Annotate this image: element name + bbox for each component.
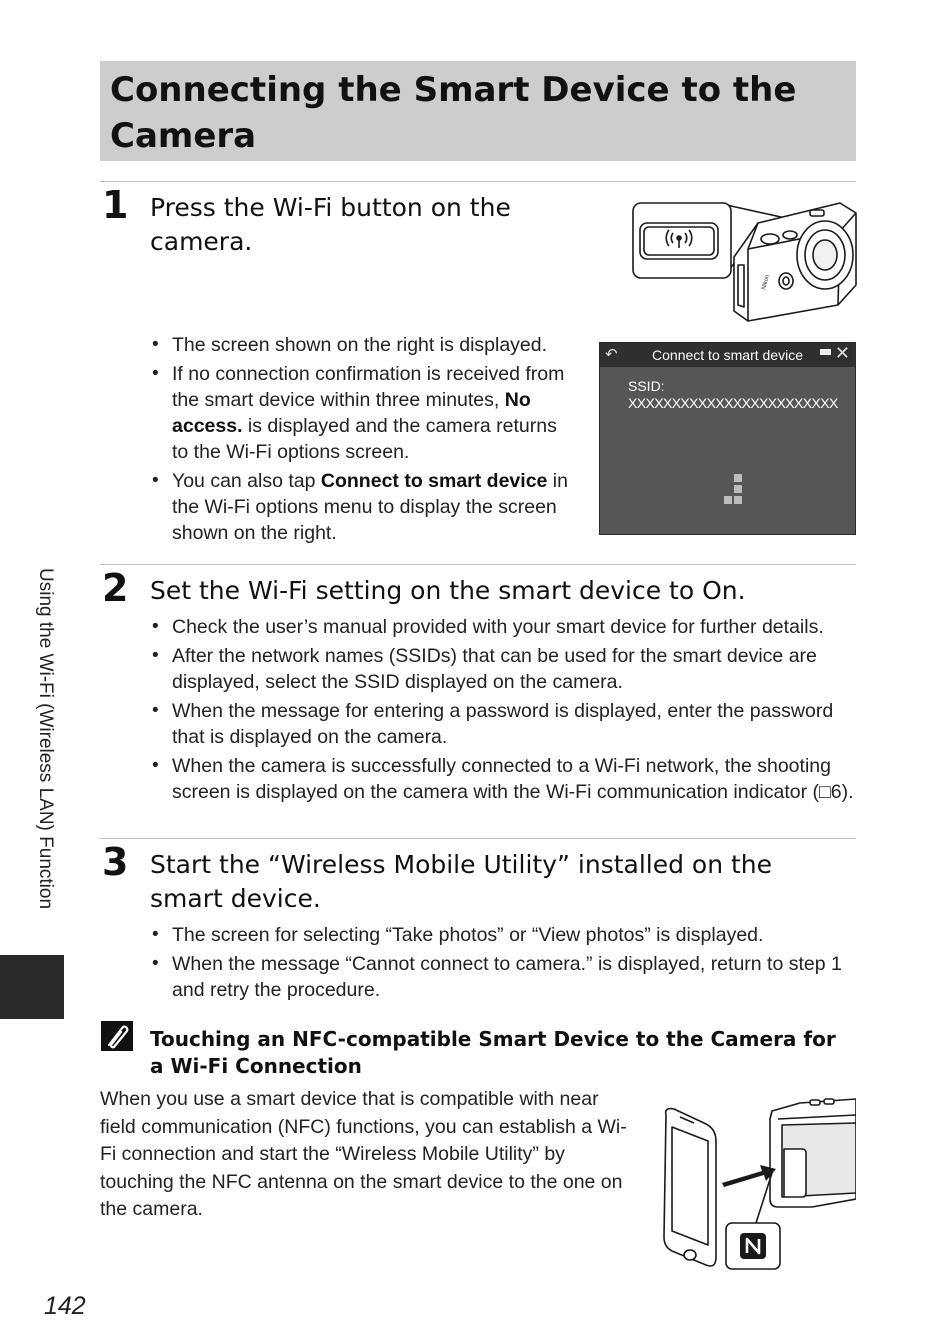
ssid-label: SSID: [628, 378, 665, 394]
note-title: Touching an NFC-compatible Smart Device to the Camera for a Wi-Fi Connection [150, 1027, 836, 1078]
back-icon: ↶ [605, 346, 618, 363]
nfc-touch-illustration [660, 1095, 856, 1273]
battery-icon [820, 349, 831, 355]
step-3-title: Start the “Wireless Mobile Utility” installed on the smart device. [150, 850, 773, 913]
list-item: • When the message for entering a password is displayed, enter the password that is displayed on the camera. [150, 698, 860, 750]
title-band [100, 61, 856, 161]
camera-wifi-button-illustration [630, 195, 860, 325]
step-1-bullets [150, 332, 570, 549]
divider [100, 181, 856, 182]
list-item: • When the camera is successfully connected to a Wi-Fi network, the shooting screen is displayed on the camera with the Wi-Fi communication indicator (□6). [150, 753, 860, 805]
list-item: • Check the user’s manual provided with your smart device for further details. [150, 614, 860, 640]
list-item: • When the message “Cannot connect to camera.” is displayed, return to step 1 and retry the procedure. [150, 951, 860, 1003]
list-item: • The screen for selecting “Take photos” or “View photos” is displayed. [150, 922, 860, 948]
step-1-number: 1 [102, 183, 129, 227]
step-1-title: Press the Wi-Fi button on the camera. [150, 193, 511, 256]
page-number: 142 [44, 1292, 86, 1320]
nfc-icon [740, 1233, 766, 1259]
camera-screen-title: Connect to smart device [652, 347, 803, 363]
divider [100, 838, 856, 839]
step-3-number: 3 [102, 840, 129, 884]
step-2-title: Set the Wi-Fi setting on the smart device to On. [150, 576, 746, 605]
list-item: • The screen shown on the right is displayed. [150, 332, 570, 358]
section-tab-marker [0, 955, 64, 1019]
list-item: • After the network names (SSIDs) that can be used for the smart device are displayed, select the SSID displayed on the camera. [150, 643, 860, 695]
list-item: • You can also tap Connect to smart device in the Wi-Fi options menu to display the screen shown on the right. [150, 468, 570, 546]
note-body: When you use a smart device that is compatible with near field communication (NFC) functions, you can establish a Wi-Fi connection and start the “Wireless Mobile Utility” by touching the NFC antenna on the smart device to the one on the camera. [100, 1088, 627, 1220]
step-3-bullets [150, 922, 860, 1006]
camera-screen [599, 342, 856, 535]
step-2-bullets [150, 614, 860, 808]
list-item: • If no connection confirmation is received from the smart device within three minutes, No access. is displayed and the camera returns to the Wi-Fi options screen. [150, 361, 570, 465]
camera-screen-header [600, 343, 855, 367]
page-title: Connecting the Smart Device to the Camera [110, 70, 797, 156]
close-icon: ✕ [834, 343, 850, 363]
step-2-number: 2 [102, 566, 129, 610]
divider [100, 564, 856, 565]
section-sidebar-label: Using the Wi-Fi (Wireless LAN) Function [35, 568, 56, 910]
note-icon [101, 1021, 133, 1051]
svg-text:Nikon: Nikon [761, 274, 771, 291]
ssid-value: XXXXXXXXXXXXXXXXXXXXXXXX [628, 395, 838, 411]
